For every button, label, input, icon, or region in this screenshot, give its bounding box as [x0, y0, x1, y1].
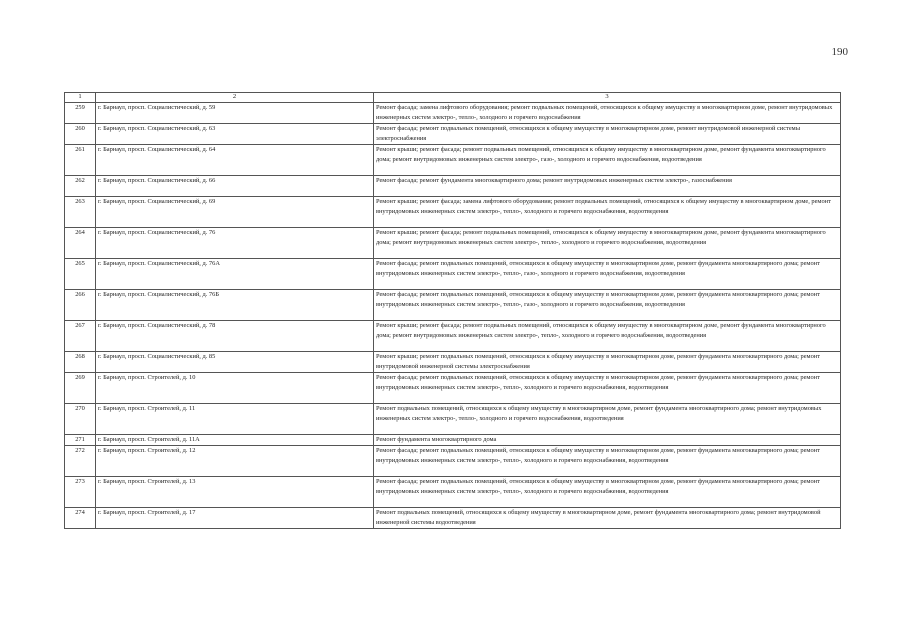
row-number: 271 — [65, 435, 96, 446]
row-address: г. Барнаул, просп. Социалистический, д. 85 — [96, 352, 374, 373]
row-works: Ремонт фасада; ремонт подвальных помещений, относящихся к общему имуществу в многоквартирном доме, ремонт фундамента многоквартирного дома; ремонт внутридомовых инженерных систем электро-, тепло-, холодного и горячего водоснабжения, водоотведения — [374, 373, 841, 404]
row-number: 266 — [65, 290, 96, 321]
row-address: г. Барнаул, просп. Социалистический, д. 59 — [96, 103, 374, 124]
row-number: 268 — [65, 352, 96, 373]
table-row — [65, 228, 841, 259]
row-address: г. Барнаул, просп. Строителей, д. 12 — [96, 446, 374, 477]
row-works: Ремонт крыши; ремонт фасада; ремонт подвальных помещений, относящихся к общему имуществу в многоквартирном доме, ремонт фундамента многоквартирного дома; ремонт внутридомовых инженерных систем электро-, тепло-, холодного и горячего водоснабжения, водоотведения — [374, 228, 841, 259]
row-works: Ремонт крыши; ремонт фасада; ремонт подвальных помещений, относящихся к общему имуществу в многоквартирном доме, ремонт фундамента многоквартирного дома; ремонт внутридомовых инженерных систем электро-, тепло-, холодного и горячего водоснабжения, водоотведения — [374, 321, 841, 352]
row-address: г. Барнаул, просп. Социалистический, д. 64 — [96, 145, 374, 176]
row-works: Ремонт фундамента многоквартирного дома — [374, 435, 841, 446]
row-number: 273 — [65, 477, 96, 508]
row-works: Ремонт фасада; ремонт подвальных помещений, относящихся к общему имуществу в многоквартирном доме, ремонт фундамента многоквартирного дома; ремонт внутридомовых инженерных систем электро-, тепло-, холодного и горячего водоснабжения, водоотведения — [374, 446, 841, 477]
table-row — [65, 404, 841, 435]
column-header-address: 2 — [96, 93, 374, 103]
table-row — [65, 290, 841, 321]
table-row — [65, 103, 841, 124]
row-address: г. Барнаул, просп. Социалистический, д. 63 — [96, 124, 374, 145]
table-row — [65, 477, 841, 508]
table-row — [65, 176, 841, 197]
row-address: г. Барнаул, просп. Социалистический, д. 78 — [96, 321, 374, 352]
row-address: г. Барнаул, просп. Строителей, д. 13 — [96, 477, 374, 508]
row-number: 262 — [65, 176, 96, 197]
row-number: 263 — [65, 197, 96, 228]
row-address: г. Барнаул, просп. Строителей, д. 17 — [96, 508, 374, 529]
table-row — [65, 508, 841, 529]
table-row — [65, 373, 841, 404]
row-address: г. Барнаул, просп. Социалистический, д. 66 — [96, 176, 374, 197]
row-number: 261 — [65, 145, 96, 176]
column-header-works: 3 — [374, 93, 841, 103]
table-row — [65, 145, 841, 176]
row-number: 265 — [65, 259, 96, 290]
table-row — [65, 259, 841, 290]
header-row — [65, 93, 841, 103]
row-number: 264 — [65, 228, 96, 259]
table-row — [65, 435, 841, 446]
row-number: 267 — [65, 321, 96, 352]
row-number: 269 — [65, 373, 96, 404]
table-row — [65, 446, 841, 477]
row-address: г. Барнаул, просп. Строителей, д. 11А — [96, 435, 374, 446]
page-number: 190 — [831, 46, 848, 58]
row-works: Ремонт фасада; ремонт подвальных помещений, относящихся к общему имуществу в многоквартирном доме, ремонт фундамента многоквартирного дома; ремонт внутридомовых инженерных систем электро-, тепло-, газо-, холодного и горячего водоснабжения, водоотведения — [374, 259, 841, 290]
column-header-number: 1 — [65, 93, 96, 103]
repair-table — [64, 92, 841, 529]
row-number: 272 — [65, 446, 96, 477]
row-works: Ремонт крыши; ремонт фасада; ремонт подвальных помещений, относящихся к общему имуществу в многоквартирном доме, ремонт фундамента многоквартирного дома; ремонт внутридомовых инженерных систем электро-, газо-, холодного и горячего водоснабжения, водоотведения — [374, 145, 841, 176]
row-works: Ремонт фасада; ремонт подвальных помещений, относящихся к общему имуществу в многоквартирном доме, ремонт фундамента многоквартирного дома; ремонт внутридомовых инженерных систем электро-, тепло-, холодного и горячего водоснабжения, водоотведения — [374, 477, 841, 508]
row-works: Ремонт фасада; ремонт фундамента многоквартирного дома; ремонт внутридомовых инженерных систем электро-, газоснабжения — [374, 176, 841, 197]
row-address: г. Барнаул, просп. Строителей, д. 10 — [96, 373, 374, 404]
row-works: Ремонт крыши; ремонт фасада; замена лифтового оборудования; ремонт подвальных помещений, относящихся к общему имуществу в многоквартирном доме, ремонт внутридомовых инженерных систем электро-, тепло-, холодного и горячего водоснабжения, водоотведения — [374, 197, 841, 228]
row-works: Ремонт подвальных помещений, относящихся к общему имуществу в многоквартирном доме, ремонт фундамента многоквартирного дома; ремонт внутридомовых инженерных систем электро-, тепло-, холодного и горячего водоснабжения, водоотведения — [374, 404, 841, 435]
row-number: 259 — [65, 103, 96, 124]
row-number: 260 — [65, 124, 96, 145]
row-number: 274 — [65, 508, 96, 529]
row-number: 270 — [65, 404, 96, 435]
row-address: г. Барнаул, просп. Социалистический, д. 76 — [96, 228, 374, 259]
row-works: Ремонт фасада; ремонт подвальных помещений, относящихся к общему имуществу в многоквартирном доме, ремонт внутридомовой инженерной системы электроснабжения — [374, 124, 841, 145]
row-works: Ремонт фасада; замена лифтового оборудования; ремонт подвальных помещений, относящихся к общему имуществу в многоквартирном доме, ремонт внутридомовых инженерных систем электро-, тепло-, холодного и горячего водоснабжения — [374, 103, 841, 124]
row-address: г. Барнаул, просп. Социалистический, д. 69 — [96, 197, 374, 228]
row-address: г. Барнаул, просп. Строителей, д. 11 — [96, 404, 374, 435]
row-works: Ремонт крыши; ремонт подвальных помещений, относящихся к общему имуществу в многоквартирном доме, ремонт фундамента многоквартирного дома; ремонт внутридомовой инженерной системы электроснабжения — [374, 352, 841, 373]
table-row — [65, 197, 841, 228]
table-row — [65, 124, 841, 145]
table-row — [65, 321, 841, 352]
row-works: Ремонт фасада; ремонт подвальных помещений, относящихся к общему имуществу в многоквартирном доме, ремонт фундамента многоквартирного дома; ремонт внутридомовых инженерных систем электро-, тепло-, газо-, холодного и горячего водоснабжения, водоотведения — [374, 290, 841, 321]
row-address: г. Барнаул, просп. Социалистический, д. 76Б — [96, 290, 374, 321]
row-address: г. Барнаул, просп. Социалистический, д. 76А — [96, 259, 374, 290]
row-works: Ремонт подвальных помещений, относящихся к общему имуществу в многоквартирном доме, ремонт фундамента многоквартирного дома; ремонт внутридомовой инженерной системы водоотведения — [374, 508, 841, 529]
table-row — [65, 352, 841, 373]
